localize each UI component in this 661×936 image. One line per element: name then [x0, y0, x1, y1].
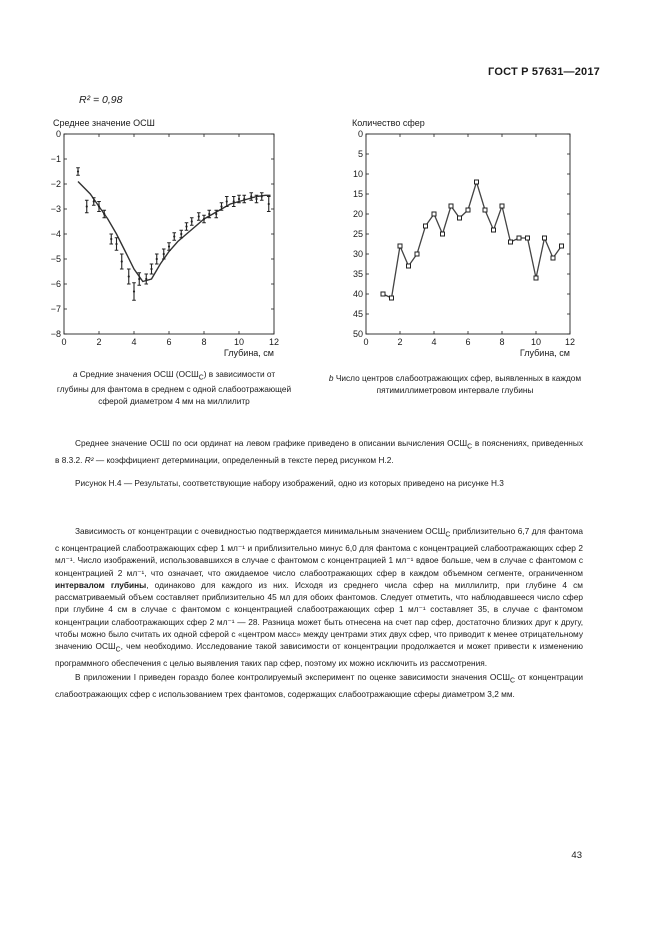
- count-marker: [424, 224, 428, 228]
- x-tick-label: 2: [397, 337, 403, 347]
- data-point: [198, 215, 200, 217]
- x-tick-label: 8: [499, 337, 505, 347]
- y-tick-label: 40: [352, 289, 363, 299]
- data-point: [163, 253, 165, 255]
- data-point: [261, 195, 263, 197]
- y-tick-label: 15: [352, 189, 363, 199]
- count-marker: [517, 236, 521, 240]
- chart-a: [40, 128, 290, 368]
- count-marker: [551, 256, 555, 260]
- data-point: [86, 205, 88, 207]
- data-point: [220, 205, 222, 207]
- data-point: [103, 213, 105, 215]
- data-point: [255, 198, 257, 200]
- y-tick-label: 10: [352, 169, 363, 179]
- count-marker: [449, 204, 453, 208]
- data-point: [268, 203, 270, 205]
- data-point: [110, 238, 112, 240]
- y-tick-label: −6: [50, 279, 61, 289]
- caption-a-letter: а: [72, 369, 78, 379]
- count-marker: [509, 240, 513, 244]
- para1-text-4: , чем необходимо. Исследование такой зависимости от концентрации продолжается и может привести к изменению программного обеспечения с целью выявления таких пар сфер, поэтому их можно исключить из рассмотрения.: [55, 641, 583, 669]
- y-tick-label: −5: [50, 254, 61, 264]
- x-tick-label: 2: [96, 337, 102, 347]
- count-marker: [390, 296, 394, 300]
- data-point: [133, 290, 135, 292]
- y-tick-label: 5: [357, 149, 363, 159]
- figure-note: [55, 437, 583, 466]
- note-text-3: — коэффициент детерминации, определенный в тексте перед рисунком Н.2.: [93, 454, 394, 465]
- count-marker: [441, 232, 445, 236]
- data-point: [243, 198, 245, 200]
- data-point: [203, 218, 205, 220]
- x-tick-label: 10: [233, 337, 245, 347]
- data-point: [121, 260, 123, 262]
- note-sub: С: [467, 443, 473, 451]
- count-marker: [560, 244, 564, 248]
- data-point: [180, 233, 182, 235]
- para1-sub-1: С: [445, 531, 451, 539]
- note-text-2: в пояснениях, приведенных в 8.3.2.: [55, 438, 583, 465]
- caption-a-sub: С: [198, 374, 204, 382]
- count-marker: [398, 244, 402, 248]
- r2-label: R² = 0,98: [79, 94, 123, 106]
- count-marker: [492, 228, 496, 232]
- caption-b: [327, 373, 583, 397]
- caption-a: [56, 369, 292, 408]
- x-tick-label: 12: [564, 337, 576, 347]
- data-point: [138, 278, 140, 280]
- data-point: [250, 195, 252, 197]
- count-marker: [483, 208, 487, 212]
- plot-frame: [366, 134, 570, 334]
- count-marker: [432, 212, 436, 216]
- chart-a-title: Среднее значение ОСШ: [53, 118, 155, 128]
- y-tick-label: 30: [352, 249, 363, 259]
- count-marker: [500, 204, 504, 208]
- y-tick-label: 25: [352, 229, 363, 239]
- count-marker: [534, 276, 538, 280]
- data-point: [173, 235, 175, 237]
- data-point: [150, 268, 152, 270]
- para1-text-3: , одинаково для каждого из них. Исходя из среднего числа сфер на миллилитр, при глубине 4 см рассматриваемый объем составляет приблизительно 45 мл для обоих фантомов. Следует отметить, что наблюдавшееся число сфер при глубине 4 см в случае с фантомом с концентрацией слабоотражающих сфер 1 мл⁻¹ составляет 35, в случае с фантомом концентрации слабоотражающих сфер 2 мл⁻¹ — 28. Разница может быть отнесена на счет пар сфер, достаточно близких друг к другу, чтобы можно было считать их одной сферой с «центром масс» между центрами этих двух сфер, что приводит к менее отрицательному значению ОСШ: [55, 579, 583, 652]
- data-point: [168, 245, 170, 247]
- x-tick-label: 0: [363, 337, 369, 347]
- x-axis-label: Глубина, см: [519, 348, 570, 358]
- count-marker: [543, 236, 547, 240]
- count-marker: [466, 208, 470, 212]
- paragraph-1: [55, 525, 583, 670]
- y-tick-label: −2: [50, 179, 61, 189]
- count-marker: [526, 236, 530, 240]
- document-header: ГОСТ Р 57631—2017: [488, 66, 600, 78]
- note-text-1: Среднее значение ОСШ по оси ординат на левом графике приведено в описании вычисления ОСШ: [75, 438, 468, 448]
- x-tick-label: 4: [131, 337, 137, 347]
- caption-a-text-1: Средние значения ОСШ (ОСШ: [79, 369, 199, 379]
- plot-frame: [64, 134, 274, 334]
- data-point: [145, 278, 147, 280]
- x-tick-label: 0: [61, 337, 67, 347]
- para1-sub-2: С: [115, 646, 121, 654]
- x-tick-label: 12: [268, 337, 280, 347]
- y-tick-label: 50: [352, 329, 363, 339]
- y-tick-label: −7: [50, 304, 61, 314]
- data-point: [98, 205, 100, 207]
- page-number: 43: [571, 850, 582, 861]
- data-point: [115, 243, 117, 245]
- x-tick-label: 10: [530, 337, 542, 347]
- count-marker: [415, 252, 419, 256]
- para1-text-1: Зависимость от концентрации с очевидностью подтверждается минимальным значением ОСШ: [75, 526, 446, 536]
- para1-bold: интервалом глубины: [55, 579, 147, 590]
- caption-a-text-2: ) в зависимости от глубины для фантома в среднем с одной слабоотражающей сферой диаметром 4 мм на миллилитр: [56, 369, 292, 407]
- x-tick-label: 6: [465, 337, 471, 347]
- data-point: [77, 170, 79, 172]
- x-tick-label: 4: [431, 337, 437, 347]
- para1-text-2: приблизительно 6,7 для фантома с концентрацией слабоотражающих сфер 1 мл⁻¹ и приблизительно минус 6,0 для фантома с концентрацией слабоотражающих сфер 2 мл⁻¹. Число изображений, использовавшихся в случае с фантомом с концентрацией 1 мл⁻¹ вдвое больше, чем в случае с фантомом с концентрацией 2 мл⁻¹, что означает, что ожидаемое число слабоотражающих сфер в каждом объемном сегменте, ограниченном: [55, 526, 583, 578]
- count-line: [383, 182, 562, 298]
- data-point: [226, 200, 228, 202]
- x-tick-label: 8: [201, 337, 207, 347]
- y-tick-label: 0: [357, 129, 363, 139]
- data-point: [238, 198, 240, 200]
- figure-title: Рисунок Н.4 — Результаты, соответствующие набору изображений, одно из которых приведено на рисунке Н.3: [75, 478, 504, 488]
- y-tick-label: −3: [50, 204, 61, 214]
- x-axis-label: Глубина, см: [223, 348, 274, 358]
- data-point: [191, 220, 193, 222]
- data-point: [208, 213, 210, 215]
- y-tick-label: 20: [352, 209, 363, 219]
- x-tick-label: 6: [166, 337, 172, 347]
- count-marker: [407, 264, 411, 268]
- data-point: [215, 213, 217, 215]
- data-point: [156, 258, 158, 260]
- caption-b-letter: b: [328, 373, 334, 383]
- y-tick-label: 45: [352, 309, 363, 319]
- y-tick-label: −1: [50, 154, 61, 164]
- data-point: [93, 200, 95, 202]
- count-marker: [475, 180, 479, 184]
- count-marker: [458, 216, 462, 220]
- y-tick-label: 0: [55, 129, 61, 139]
- para2-text-2: от концентрации слабоотражающих сфер с использованием трех фантомов, содержащих слабоотражающие сферы диаметром 3,2 мм.: [55, 672, 583, 699]
- y-tick-label: −4: [50, 229, 61, 239]
- count-marker: [381, 292, 385, 296]
- note-r2: R²: [84, 454, 94, 465]
- fit-curve: [78, 182, 271, 282]
- data-point: [233, 200, 235, 202]
- para2-sub: С: [509, 677, 515, 685]
- y-tick-label: 35: [352, 269, 363, 279]
- paragraph-2: [55, 671, 583, 700]
- chart-b: [330, 128, 590, 368]
- caption-b-text: Число центров слабоотражающих сфер, выявленных в каждом пятимиллиметровом интервале глубины: [335, 373, 582, 395]
- data-point: [128, 275, 130, 277]
- chart-b-title: Количество сфер: [352, 118, 425, 128]
- y-tick-label: −8: [50, 329, 61, 339]
- para2-text-1: В приложении I приведен гораздо более контролируемый эксперимент по оценке зависимости значения ОСШ: [75, 672, 510, 682]
- data-point: [185, 225, 187, 227]
